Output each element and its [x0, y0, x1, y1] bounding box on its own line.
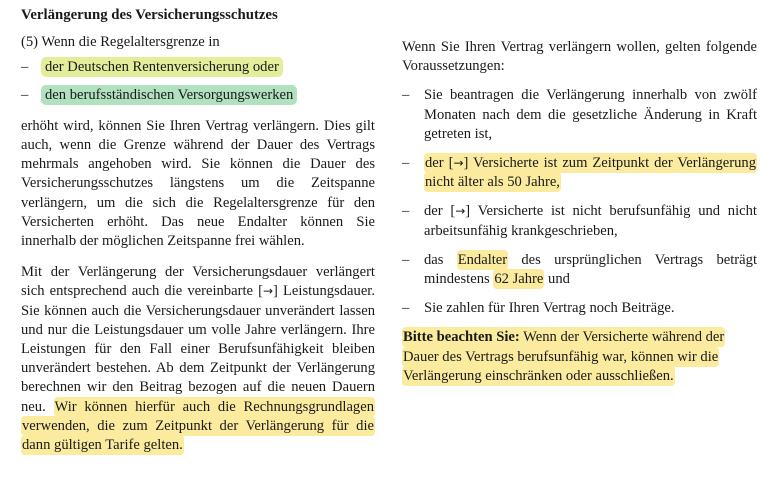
highlight-rentenversicherung: der Deutschen Rentenversicherung oder — [41, 57, 283, 77]
highlight-rechnungsgrundlagen: Wir können hierfür auch die Rechnungsgrundlagen verwenden, die zum Zeitpunkt der Verlängerung für die dann gültigen Tarife gelten. — [22, 398, 374, 454]
requirement-text: der [ — [424, 203, 456, 220]
reference-arrow-icon[interactable]: → — [455, 204, 466, 219]
requirement-item — [402, 299, 757, 318]
dash-bullet: – — [402, 300, 410, 317]
requirements-intro: Wenn Sie Ihren Vertrag verlängern wollen, gelten folgende Voraussetzungen: — [402, 39, 757, 75]
requirement-text: Sie beantragen die Verlängerung innerhalb von zwölf Monaten nach dem die gesetzliche Änderung in Kraft getreten ist, — [424, 87, 757, 142]
notice-paragraph — [402, 328, 757, 386]
list-item — [21, 58, 375, 77]
dash-bullet: – — [402, 251, 410, 268]
requirement-text: ] Versicherte ist zum Zeitpunkt der Verlängerung nicht älter als 50 Jahre, — [425, 155, 756, 191]
right-column — [402, 38, 757, 386]
highlight-age-limit — [424, 153, 757, 192]
dash-bullet: – — [402, 87, 410, 104]
requirement-item — [402, 86, 757, 144]
paragraph-extension: erhöht wird, können Sie Ihren Vertrag verlängern. Dies gilt auch, wenn die Grenze während der Dauer des Vertrags mehrmals angehoben wird. Sie können die Dauer des Versicherungsschutzes längstens um die Zeitspanne verlängern, um die sich die Regelaltersgrenze für den Versicherten erhöht. Das neue Endalter können Sie innerhalb der möglichen Zeitspanne frei wählen. — [21, 117, 375, 250]
requirement-text: der [ — [425, 155, 454, 172]
paragraph-text: ] Leistungsdauer. Sie können auch die Versicherungsdauer unverändert lassen und nur die Leistungsdauer um volle Jahre verlängern. Ihre Leistungen für den Fall einer Berufsunfähigkeit bleiben unverändert bestehen. Ab dem Zeitpunkt der Verlängerung berechnen wir den Beitrag bezogen auf die neuen Dauern neu. — [21, 283, 375, 415]
requirement-item — [402, 154, 757, 192]
highlight-62-jahre: 62 Jahre — [494, 271, 544, 288]
highlight-versorgungswerke: den berufsständischen Versorgungswerken — [41, 85, 297, 105]
notice-label: Bitte beachten Sie: — [403, 329, 520, 346]
highlight-notice — [402, 327, 725, 385]
requirement-text: Sie zahlen für Ihren Vertrag noch Beiträge. — [424, 300, 675, 317]
requirement-item — [402, 202, 757, 240]
list-item — [21, 86, 375, 105]
paragraph-text: Mit der Verlängerung der Versicherungsdauer verlängert sich entsprechend auch die vereinbarte [ — [21, 264, 375, 300]
notice-text: Wenn der Versicherte während der Dauer des Vertrags berufsunfähig war, können wir die Verlängerung einschränken oder ausschließen. — [403, 329, 725, 384]
highlight-endalter: Endalter — [457, 251, 508, 268]
dash-bullet: – — [402, 203, 410, 220]
left-column — [21, 6, 375, 455]
dash-bullet: – — [402, 155, 410, 172]
requirement-text: ] Versicherte ist nicht berufsunfähig und nicht arbeitsunfähig krankgeschrieben, — [424, 203, 757, 239]
requirement-text: das — [424, 251, 457, 268]
requirement-text: und — [544, 271, 570, 288]
requirement-text: des ursprünglichen Vertrags beträgt mindestens — [424, 251, 757, 288]
condition-intro: (5) Wenn die Regelaltersgrenze in — [21, 34, 220, 51]
paragraph-duration — [21, 263, 375, 455]
dash-bullet: – — [21, 59, 29, 76]
requirement-item — [402, 251, 757, 289]
dash-bullet: – — [21, 86, 29, 103]
reference-arrow-icon[interactable]: → — [453, 156, 464, 171]
reference-arrow-icon[interactable]: → — [262, 284, 274, 299]
section-title: Verlängerung des Versicherungsschutzes — [21, 7, 278, 23]
